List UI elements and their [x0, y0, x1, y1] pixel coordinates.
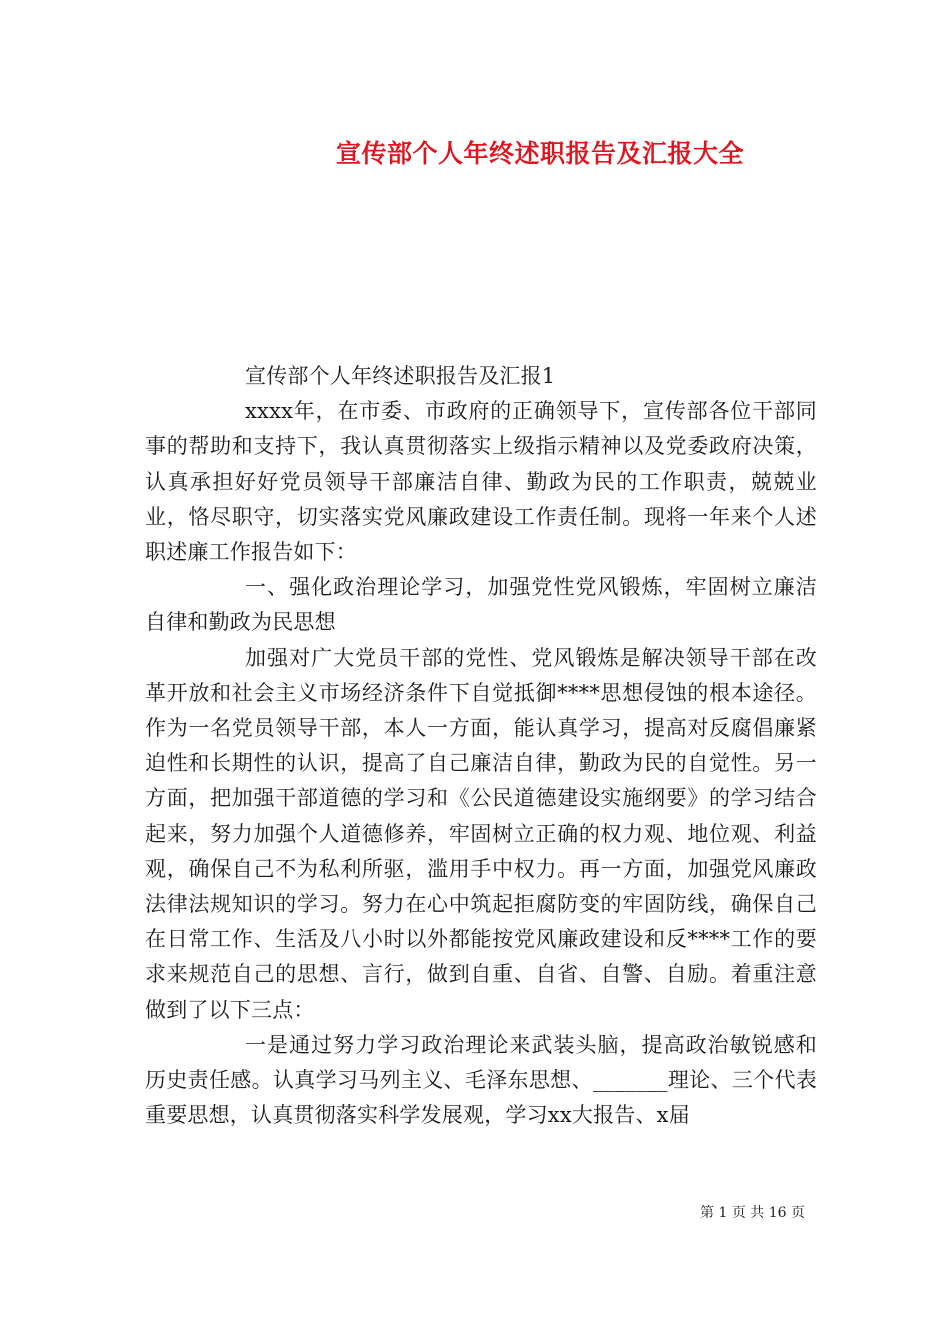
paragraph-body-1: 加强对广大党员干部的党性、党风锻炼是解决领导干部在改革开放和社会主义市场经济条件下自觉抵御****思想侵蚀的根本途径。作为一名党员领导干部，本人一方面，能认真学习，提高对反腐倡廉紧迫性和长期性的认识，提高了自己廉洁自律，勤政为民的自觉性。另一方面，把加强干部道德的学习和《公民道德建设实施纲要》的学习结合起来，努力加强个人道德修养，牢固树立正确的权力观、地位观、利益观，确保自己不为私利所驱，滥用手中权力。再一方面，加强党风廉政法律法规知识的学习。努力在心中筑起拒腐防变的牢固防线，确保自己在日常工作、生活及八小时以外都能按党风廉政建设和反****工作的要求来规范自己的思想、言行，做到自重、自省、自警、自励。着重注意做到了以下三点： — [145, 645, 817, 1022]
page-number: 第 1 页 共 16 页 — [700, 1205, 805, 1221]
document-body — [145, 359, 817, 1133]
section-heading-1: 一、强化政治理论学习，加强党性党风锻炼，牢固树立廉洁自律和勤政为民思想 — [145, 575, 817, 635]
section-subtitle: 宣传部个人年终述职报告及汇报1 — [245, 364, 556, 388]
document-title: 宣传部个人年终述职报告及汇报大全 — [335, 139, 744, 168]
paragraph-body-2: 一是通过努力学习政治理论来武装头脑，提高政治敏锐感和历史责任感。认真学习马列主义、毛泽东思想、_______理论、三个代表重要思想，认真贯彻落实科学发展观，学习xx大报告、x届 — [145, 1032, 817, 1128]
paragraph-intro: xxxx年，在市委、市政府的正确领导下，宣传部各位干部同事的帮助和支持下，我认真贯彻落实上级指示精神以及党委政府决策，认真承担好好党员领导干部廉洁自律、勤政为民的工作职责，兢兢业业，恪尽职守，切实落实党风廉政建设工作责任制。现将一年来个人述职述廉工作报告如下： — [145, 399, 817, 565]
